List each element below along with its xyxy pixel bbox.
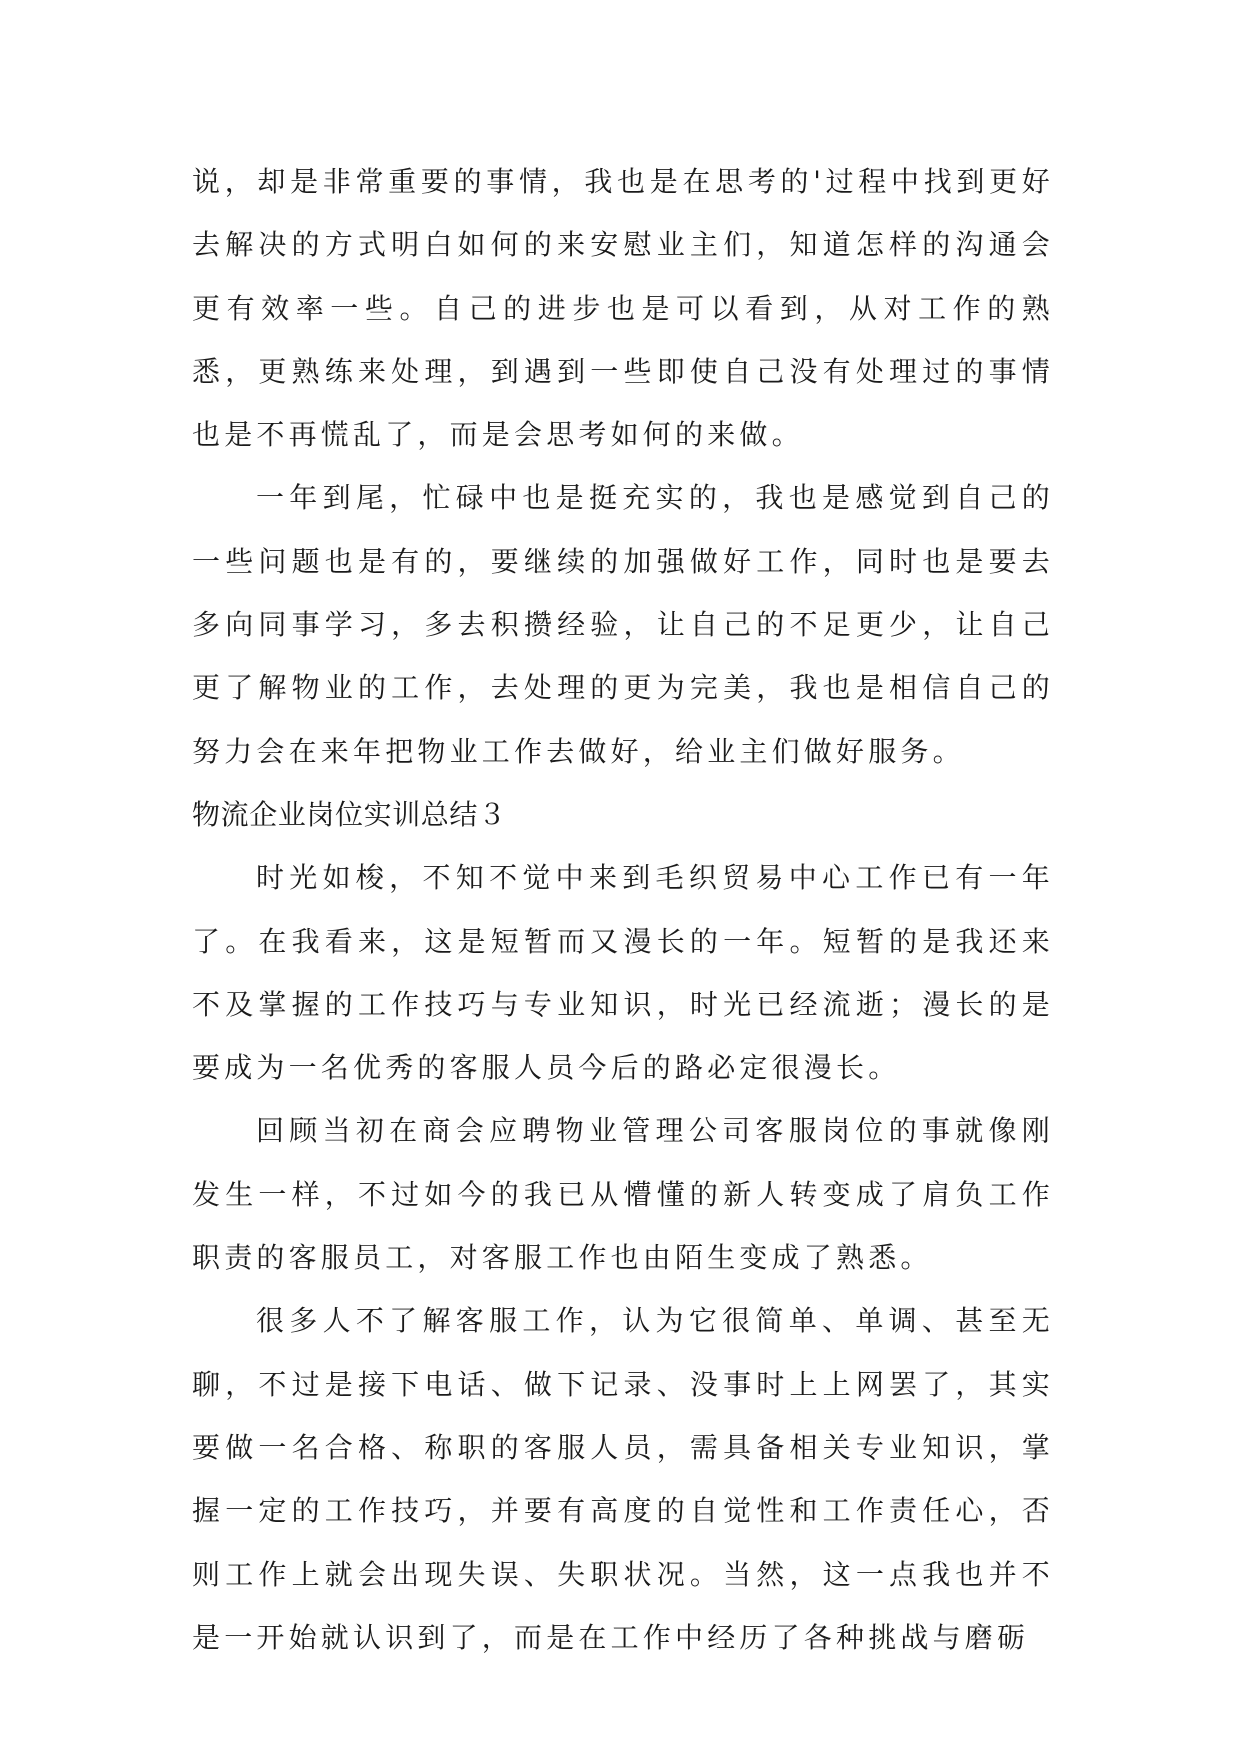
paragraph: 回顾当初在商会应聘物业管理公司客服岗位的事就像刚发生一样，不过如今的我已从懵懂的新人转变成了肩负工作职责的客服员工，对客服工作也由陌生变成了熟悉。: [192, 1114, 1054, 1275]
document-body: [192, 150, 1054, 1669]
paragraph: 时光如梭，不知不觉中来到毛织贸易中心工作已有一年了。在我看来，这是短暂而又漫长的一年。短暂的是我还来不及掌握的工作技巧与专业知识，时光已经流逝；漫长的是要成为一名优秀的客服人员今后的路必定很漫长。: [192, 861, 1054, 1085]
section-heading: 物流企业岗位实训总结３: [192, 797, 507, 831]
paragraph: 一年到尾，忙碌中也是挺充实的，我也是感觉到自己的一些问题也是有的，要继续的加强做好工作，同时也是要去多向同事学习，多去积攒经验，让自己的不足更少，让自己更了解物业的工作，去处理的更为完美，我也是相信自己的努力会在来年把物业工作去做好，给业主们做好服务。: [192, 481, 1054, 768]
paragraph-continued: 说，却是非常重要的事情，我也是在思考的'过程中找到更好去解决的方式明白如何的来安慰业主们，知道怎样的沟通会更有效率一些。自己的进步也是可以看到，从对工作的熟悉，更熟练来处理，到遇到一些即使自己没有处理过的事情也是不再慌乱了，而是会思考如何的来做。: [192, 165, 1054, 452]
paragraph: 很多人不了解客服工作，认为它很简单、单调、甚至无聊，不过是接下电话、做下记录、没事时上上网罢了，其实要做一名合格、称职的客服人员，需具备相关专业知识，掌握一定的工作技巧，并要有高度的自觉性和工作责任心，否则工作上就会出现失误、失职状况。当然，这一点我也并不是一开始就认识到了，而是在工作中经历了各种挑战与磨砺: [192, 1304, 1054, 1654]
